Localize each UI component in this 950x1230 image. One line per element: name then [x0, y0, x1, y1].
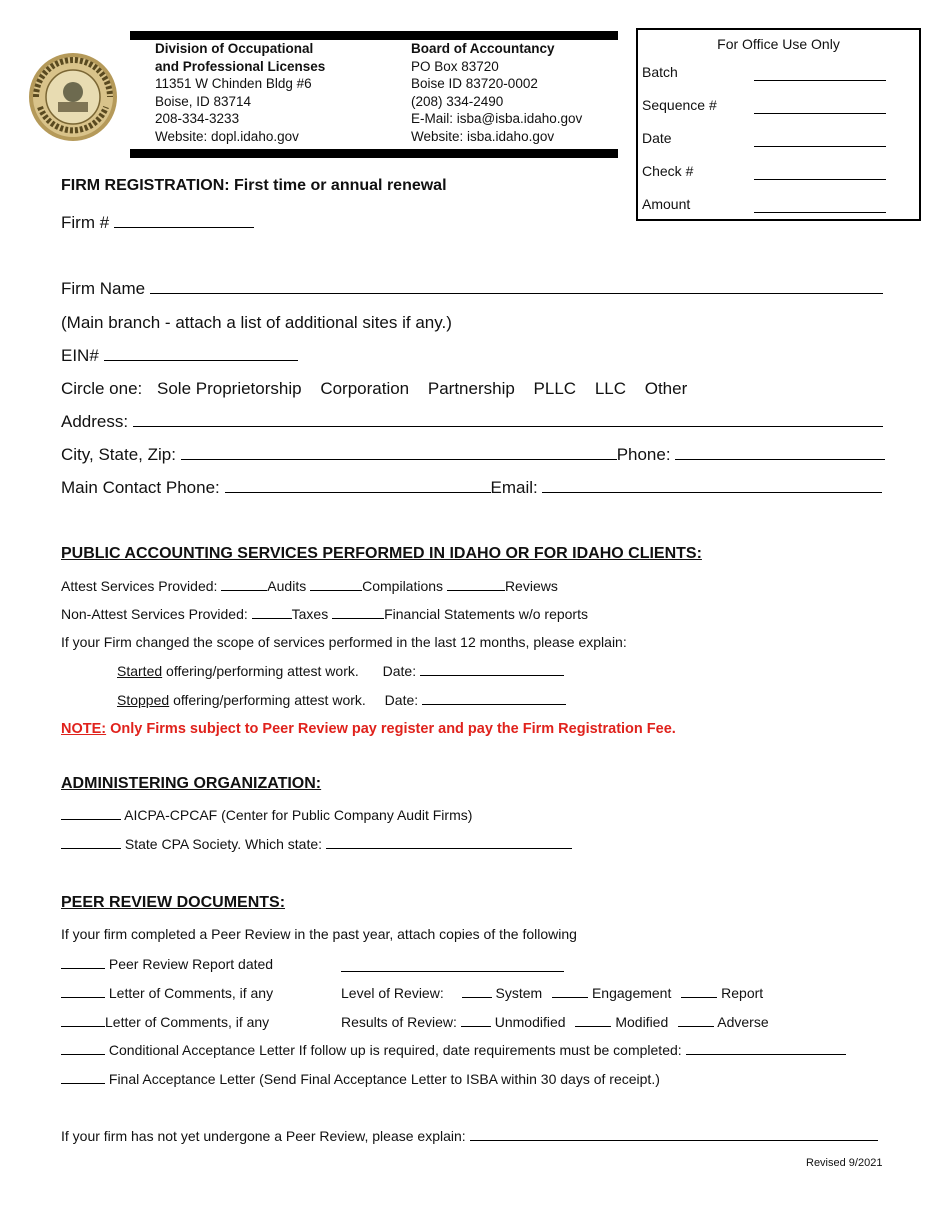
report-dated-check[interactable] [61, 955, 105, 969]
letter-comments-2-row [61, 1013, 269, 1030]
report-label: Report [721, 985, 764, 1001]
entity-corporation[interactable]: Corporation [320, 379, 410, 398]
scope-change-text: If your Firm changed the scope of services performed in the last 12 months, please explain: [61, 634, 627, 650]
entity-partnership[interactable]: Partnership [427, 379, 515, 398]
stopped-date-field[interactable] [422, 691, 566, 705]
report-field[interactable] [681, 984, 717, 998]
entity-sole-proprietorship[interactable]: Sole Proprietorship [157, 379, 302, 398]
taxes-label: Taxes [291, 606, 329, 622]
started-date-field[interactable] [420, 662, 564, 676]
city-phone-row [61, 445, 885, 465]
office-amount-label: Amount [642, 196, 691, 212]
board-info [411, 40, 582, 145]
nonattest-services-row [61, 605, 588, 622]
header-bottom-bar [130, 149, 618, 158]
address-row [61, 412, 883, 432]
contact-email-row [61, 478, 882, 498]
reviews-field[interactable] [447, 577, 505, 591]
revised-date: Revised 9/2021 [806, 1157, 883, 1169]
results-review-label: Results of Review: [341, 1014, 457, 1030]
email-field[interactable] [542, 479, 882, 493]
taxes-field[interactable] [252, 605, 292, 619]
entity-type-row [61, 379, 687, 399]
attest-label: Attest Services Provided: [61, 578, 218, 594]
stopped-rest: offering/performing attest work. [173, 692, 366, 708]
letter-comments-1-row [61, 984, 273, 1001]
main-contact-phone-field[interactable] [225, 479, 491, 493]
header-top-bar [130, 31, 618, 40]
financial-statements-label: Financial Statements w/o reports [384, 606, 588, 622]
office-check-field[interactable] [754, 179, 886, 180]
ein-row [61, 346, 298, 366]
ein-label: EIN# [61, 346, 99, 365]
conditional-label: Conditional Acceptance Letter If follow up is required, date requirements must be completed: [108, 1042, 682, 1058]
financial-statements-field[interactable] [332, 605, 384, 619]
office-sequence-label: Sequence # [642, 97, 717, 113]
services-heading: PUBLIC ACCOUNTING SERVICES PERFORMED IN IDAHO OR FOR IDAHO CLIENTS: [61, 545, 702, 562]
office-batch-field[interactable] [754, 80, 886, 81]
started-rest: offering/performing attest work. [166, 663, 359, 679]
division-name-2: and Professional Licenses [155, 58, 326, 74]
audits-label: Audits [267, 578, 307, 594]
report-dated-label: Peer Review Report dated [108, 956, 274, 972]
entity-pllc[interactable]: PLLC [533, 379, 577, 398]
note-text: Only Firms subject to Peer Review pay register and pay the Firm Registration Fee. [110, 721, 676, 737]
office-date-label: Date [642, 130, 672, 146]
modified-field[interactable] [575, 1013, 611, 1027]
division-address-1: 11351 W Chinden Bldg #6 [155, 76, 312, 91]
office-date-field[interactable] [754, 146, 886, 147]
letter-comments-1-label: Letter of Comments, if any [108, 985, 274, 1001]
state-society-label: State CPA Society. Which state: [124, 836, 323, 852]
main-contact-phone-label: Main Contact Phone: [61, 478, 220, 497]
state-society-row [61, 835, 572, 852]
aicpa-label: AICPA-CPCAF (Center for Public Company Audit Firms) [124, 807, 473, 823]
firm-name-row [61, 279, 883, 299]
office-amount-field[interactable] [754, 212, 886, 213]
compilations-field[interactable] [310, 577, 362, 591]
entity-other[interactable]: Other [644, 379, 688, 398]
office-use-box [636, 28, 921, 221]
office-check-label: Check # [642, 163, 694, 179]
phone-label: Phone: [616, 445, 671, 464]
not-undergone-label: If your firm has not yet undergone a Peer Review, please explain: [61, 1128, 466, 1144]
office-sequence-field[interactable] [754, 113, 886, 114]
adverse-field[interactable] [678, 1013, 714, 1027]
report-dated-row [61, 955, 273, 972]
report-dated-field[interactable] [341, 971, 564, 972]
city-state-zip-label: City, State, Zip: [61, 445, 176, 464]
level-review-row [341, 984, 763, 1001]
firm-number-row [61, 213, 254, 233]
board-email: E-Mail: isba@isba.idaho.gov [411, 111, 583, 126]
division-website: Website: dopl.idaho.gov [155, 128, 299, 144]
peer-review-intro: If your firm completed a Peer Review in the past year, attach copies of the following [61, 926, 577, 942]
adverse-label: Adverse [717, 1014, 769, 1030]
firm-number-label: Firm # [61, 213, 110, 232]
attest-services-row [61, 577, 558, 594]
ein-field[interactable] [104, 347, 298, 361]
division-name-1: Division of Occupational [155, 41, 314, 56]
system-field[interactable] [462, 984, 492, 998]
address-label: Address: [61, 412, 129, 431]
final-acceptance-row [61, 1070, 660, 1087]
office-use-title: For Office Use Only [717, 36, 840, 52]
division-info [155, 40, 325, 145]
started-word: Started [117, 663, 163, 679]
stopped-date-label: Date: [384, 692, 419, 708]
nonattest-label: Non-Attest Services Provided: [61, 606, 248, 622]
board-website: Website: isba.idaho.gov [411, 128, 555, 144]
results-review-row [341, 1013, 769, 1030]
unmodified-label: Unmodified [494, 1014, 566, 1030]
entity-llc[interactable]: LLC [594, 379, 626, 398]
audits-field[interactable] [221, 577, 267, 591]
admin-org-heading: ADMINISTERING ORGANIZATION: [61, 775, 322, 792]
office-batch-label: Batch [642, 64, 678, 80]
letter-comments-2-label: Letter of Comments, if any [105, 1014, 270, 1030]
stopped-word: Stopped [117, 692, 170, 708]
engagement-label: Engagement [591, 985, 672, 1001]
stopped-row [117, 691, 566, 708]
firm-name-field[interactable] [150, 280, 883, 294]
final-acceptance-label: Final Acceptance Letter (Send Final Acceptance Letter to ISBA within 30 days of receipt.) [108, 1071, 660, 1087]
final-acceptance-check[interactable] [61, 1070, 105, 1084]
address-field[interactable] [133, 413, 883, 427]
city-state-zip-field[interactable] [181, 446, 617, 460]
main-branch-note: (Main branch - attach a list of additional sites if any.) [61, 313, 452, 332]
level-review-label: Level of Review: [341, 985, 444, 1001]
letter-comments-2-check[interactable] [61, 1013, 105, 1027]
peer-review-heading: PEER REVIEW DOCUMENTS: [61, 894, 286, 911]
firm-number-field[interactable] [114, 214, 254, 228]
board-name: Board of Accountancy [411, 41, 555, 56]
modified-label: Modified [615, 1014, 669, 1030]
state-society-field[interactable] [61, 835, 121, 849]
circle-one-label: Circle one: [61, 379, 143, 398]
board-address-2: Boise ID 83720-0002 [411, 76, 538, 91]
division-address-2: Boise, ID 83714 [155, 93, 252, 109]
conditional-row [61, 1041, 846, 1058]
division-phone: 208-334-3233 [155, 111, 240, 126]
started-date-label: Date: [382, 663, 417, 679]
note-word: NOTE: [61, 721, 107, 737]
form-title: FIRM REGISTRATION: First time or annual renewal [61, 177, 447, 194]
reviews-label: Reviews [504, 578, 558, 594]
system-label: System [495, 985, 543, 1001]
engagement-field[interactable] [552, 984, 588, 998]
started-row [117, 662, 564, 679]
firm-name-label: Firm Name [61, 279, 146, 298]
which-state-field[interactable] [326, 835, 572, 849]
board-phone: (208) 334-2490 [411, 93, 504, 109]
conditional-check[interactable] [61, 1041, 105, 1055]
phone-field[interactable] [675, 446, 885, 460]
email-label: Email: [490, 478, 538, 497]
letter-comments-1-check[interactable] [61, 984, 105, 998]
state-seal-icon [28, 52, 118, 142]
not-undergone-row [61, 1127, 878, 1144]
compilations-label: Compilations [362, 578, 444, 594]
aicpa-field[interactable] [61, 806, 121, 820]
aicpa-row [61, 806, 472, 823]
board-address-1: PO Box 83720 [411, 58, 499, 74]
conditional-date-field[interactable] [686, 1041, 846, 1055]
note-row [61, 721, 676, 737]
unmodified-field[interactable] [461, 1013, 491, 1027]
not-undergone-field[interactable] [470, 1127, 878, 1141]
